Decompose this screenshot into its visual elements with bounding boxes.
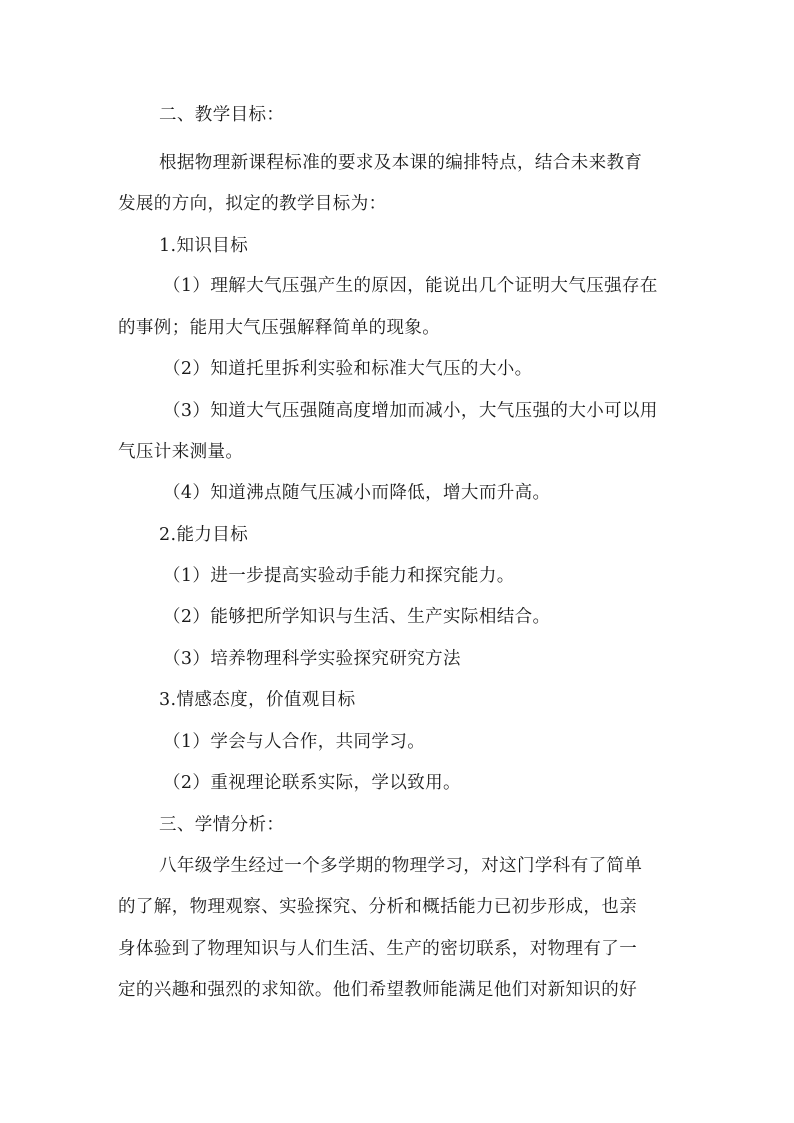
knowledge-item-line: （1）理解大气压强产生的原因，能说出几个证明大气压强存在 <box>163 276 658 296</box>
knowledge-item-line: 气压计来测量。 <box>118 442 244 462</box>
emotion-item-line: （2）重视理论联系实际，学以致用。 <box>163 773 461 793</box>
ability-item-line: （2）能够把所学知识与生活、生产实际相结合。 <box>163 607 551 627</box>
analysis-paragraph-line: 的了解，物理观察、实验探究、分析和概括能力已初步形成，也亲 <box>118 897 638 917</box>
ability-item-line: （1）进一步提高实验动手能力和探究能力。 <box>163 566 515 586</box>
intro-paragraph-line: 发展的方向，拟定的教学目标为： <box>118 194 387 214</box>
knowledge-goals-title: 1.知识目标 <box>159 236 249 256</box>
intro-paragraph-line: 根据物理新课程标准的要求及本课的编排特点，结合未来教育 <box>159 153 643 173</box>
emotion-goals-title: 3.情感态度，价值观目标 <box>159 690 356 710</box>
emotion-item-line: （1）学会与人合作，共同学习。 <box>163 732 426 752</box>
ability-item-line: （3）培养物理科学实验探究研究方法 <box>163 649 461 669</box>
section-heading-objectives: 二、教学目标： <box>159 105 285 125</box>
analysis-paragraph-line: 定的兴趣和强烈的求知欲。他们希望教师能满足他们对新知识的好 <box>118 980 638 1000</box>
knowledge-item-line: 的事例；能用大气压强解释简单的现象。 <box>118 318 441 338</box>
knowledge-item-line: （4）知道沸点随气压减小而降低，增大而升高。 <box>163 483 551 503</box>
knowledge-item-line: （2）知道托里拆利实验和标准大气压的大小。 <box>163 359 533 379</box>
analysis-paragraph-line: 身体验到了物理知识与人们生活、生产的密切联系，对物理有了一 <box>118 939 638 959</box>
section-heading-analysis: 三、学情分析： <box>159 815 285 835</box>
knowledge-item-line: （3）知道大气压强随高度增加而减小，大气压强的大小可以用 <box>163 401 658 421</box>
analysis-paragraph-line: 八年级学生经过一个多学期的物理学习，对这门学科有了简单 <box>159 856 643 876</box>
ability-goals-title: 2.能力目标 <box>159 525 249 545</box>
